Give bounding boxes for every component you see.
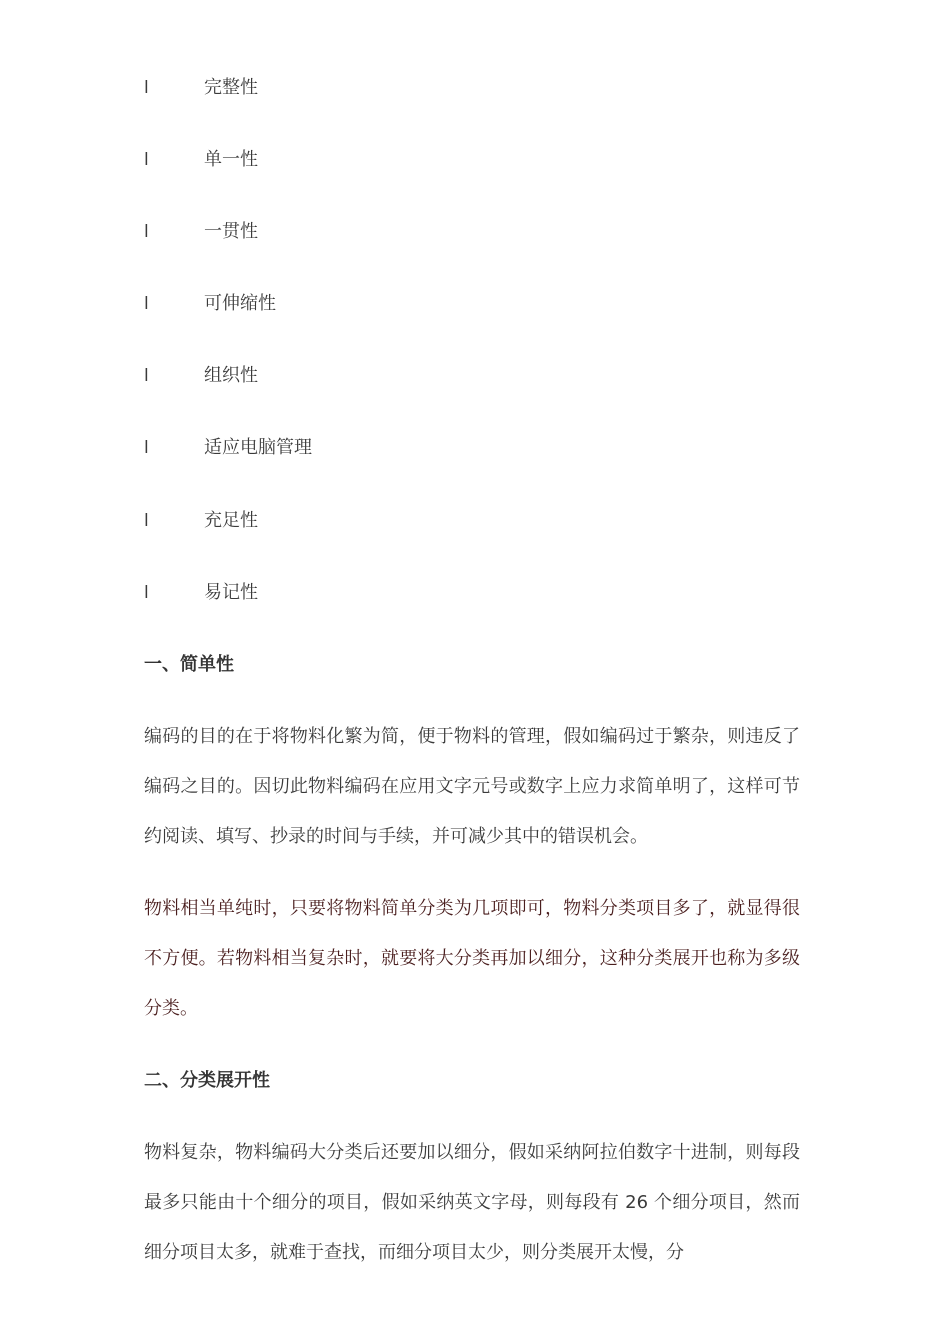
bullet-marker: l <box>144 294 149 315</box>
bullet-marker: l <box>144 366 149 387</box>
section-heading-simplicity: 一、简单性 <box>144 654 234 675</box>
paragraph-simplicity-1: 编码的目的在于将物料化繁为简，便于物料的管理，假如编码过于繁杂，则违反了编码之目的。因切此物料编码在应用文字元号或数字上应力求简单明了，这样可节约阅读、填写、抄录的时间与手续，并可减少其中的错误机会。 <box>144 726 800 847</box>
list-item-text: 单一性 <box>204 149 258 171</box>
bullet-marker: l <box>144 78 149 98</box>
list-item-text: 充足性 <box>204 509 258 531</box>
list-item <box>144 142 844 214</box>
bullet-marker: l <box>144 150 149 171</box>
list-item <box>144 575 844 647</box>
paragraph-simplicity-2: 物料相当单纯时，只要将物料简单分类为几项即可，物料分类项目多了，就显得很不方便。若物料相当复杂时，就要将大分类再加以细分，这种分类展开也称为多级分类。 <box>144 898 800 1019</box>
list-item <box>144 70 844 142</box>
property-list <box>144 70 844 647</box>
bullet-marker: l <box>144 510 149 531</box>
list-item <box>144 503 844 575</box>
paragraph-classification-expansion-1: 物料复杂，物料编码大分类后还要加以细分，假如采纳阿拉伯数字十进制，则每段最多只能由十个细分的项目，假如采纳英文字母，则每段有 26 个细分项目，然而细分项目太多，就难于查找，而细分项目太少，则分类展开太慢，分 <box>144 1142 800 1263</box>
list-item <box>144 214 844 286</box>
list-item <box>144 286 844 358</box>
list-item-text: 一贯性 <box>204 221 258 243</box>
bullet-marker: l <box>144 582 149 603</box>
bullet-marker: l <box>144 438 149 459</box>
section-heading-classification-expansion: 二、分类展开性 <box>144 1070 270 1091</box>
list-item-text: 易记性 <box>204 581 258 603</box>
list-item-text: 可伸缩性 <box>204 293 276 315</box>
list-item-text: 完整性 <box>204 77 258 98</box>
bullet-marker: l <box>144 222 149 243</box>
list-item-text: 组织性 <box>204 365 258 387</box>
list-item-text: 适应电脑管理 <box>204 437 312 459</box>
list-item <box>144 358 844 430</box>
list-item <box>144 430 844 502</box>
